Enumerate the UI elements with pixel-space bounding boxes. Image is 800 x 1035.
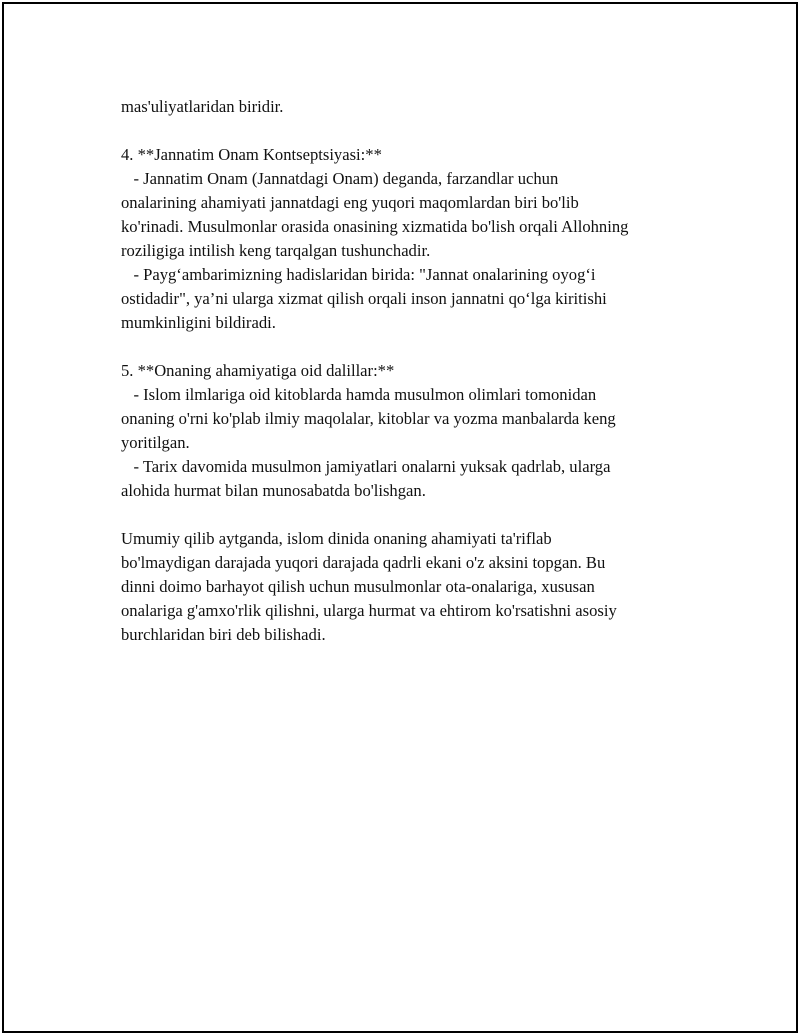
text-line: onaning o'rni ko'plab ilmiy maqolalar, kitoblar va yozma manbalarda keng <box>121 409 616 428</box>
text-line: mumkinligini bildiradi. <box>121 313 276 332</box>
paragraph-continuation <box>121 95 696 119</box>
text-line: Umumiy qilib aytganda, islom dinida onaning ahamiyati ta'riflab <box>121 529 552 548</box>
text-line: bo'lmaydigan darajada yuqori darajada qadrli ekani o'z aksini topgan. Bu <box>121 553 606 572</box>
paragraph-spacer <box>121 119 696 143</box>
text-line: mas'uliyatlaridan biridir. <box>121 97 284 116</box>
text-line: onalariga g'amxo'rlik qilishni, ularga hurmat va ehtirom ko'rsatishni asosiy <box>121 601 617 620</box>
text-line: - Payg‘ambarimizning hadislaridan birida: "Jannat onalarining oyog‘i <box>121 265 596 284</box>
text-line: onalarining ahamiyati jannatdagi eng yuqori maqomlardan biri bo'lib <box>121 193 579 212</box>
text-line: roziligiga intilish keng tarqalgan tushunchadir. <box>121 241 431 260</box>
paragraph-spacer <box>121 335 696 359</box>
text-line: ko'rinadi. Musulmonlar orasida onasining xizmatida bo'lish orqali Allohning <box>121 217 629 236</box>
text-line: yoritilgan. <box>121 433 190 452</box>
text-line: ostidadir", ya’ni ularga xizmat qilish orqali inson jannatni qo‘lga kiritishi <box>121 289 607 308</box>
document-body <box>121 95 696 647</box>
text-line: - Islom ilmlariga oid kitoblarda hamda musulmon olimlari tomonidan <box>121 385 597 404</box>
section-5-onaning-ahamiyati <box>121 359 696 503</box>
section-4-jannatim-onam <box>121 143 696 335</box>
text-line: alohida hurmat bilan munosabatda bo'lishgan. <box>121 481 426 500</box>
text-line: burchlaridan biri deb bilishadi. <box>121 625 326 644</box>
text-line: - Jannatim Onam (Jannatdagi Onam) deganda, farzandlar uchun <box>121 169 559 188</box>
conclusion-paragraph <box>121 527 696 647</box>
paragraph-spacer <box>121 503 696 527</box>
text-line: - Tarix davomida musulmon jamiyatlari onalarni yuksak qadrlab, ularga <box>121 457 611 476</box>
text-line: dinni doimo barhayot qilish uchun musulmonlar ota-onalariga, xususan <box>121 577 595 596</box>
section-heading: 4. **Jannatim Onam Kontseptsiyasi:** <box>121 145 382 164</box>
section-heading: 5. **Onaning ahamiyatiga oid dalillar:** <box>121 361 395 380</box>
document-page <box>2 2 798 1033</box>
